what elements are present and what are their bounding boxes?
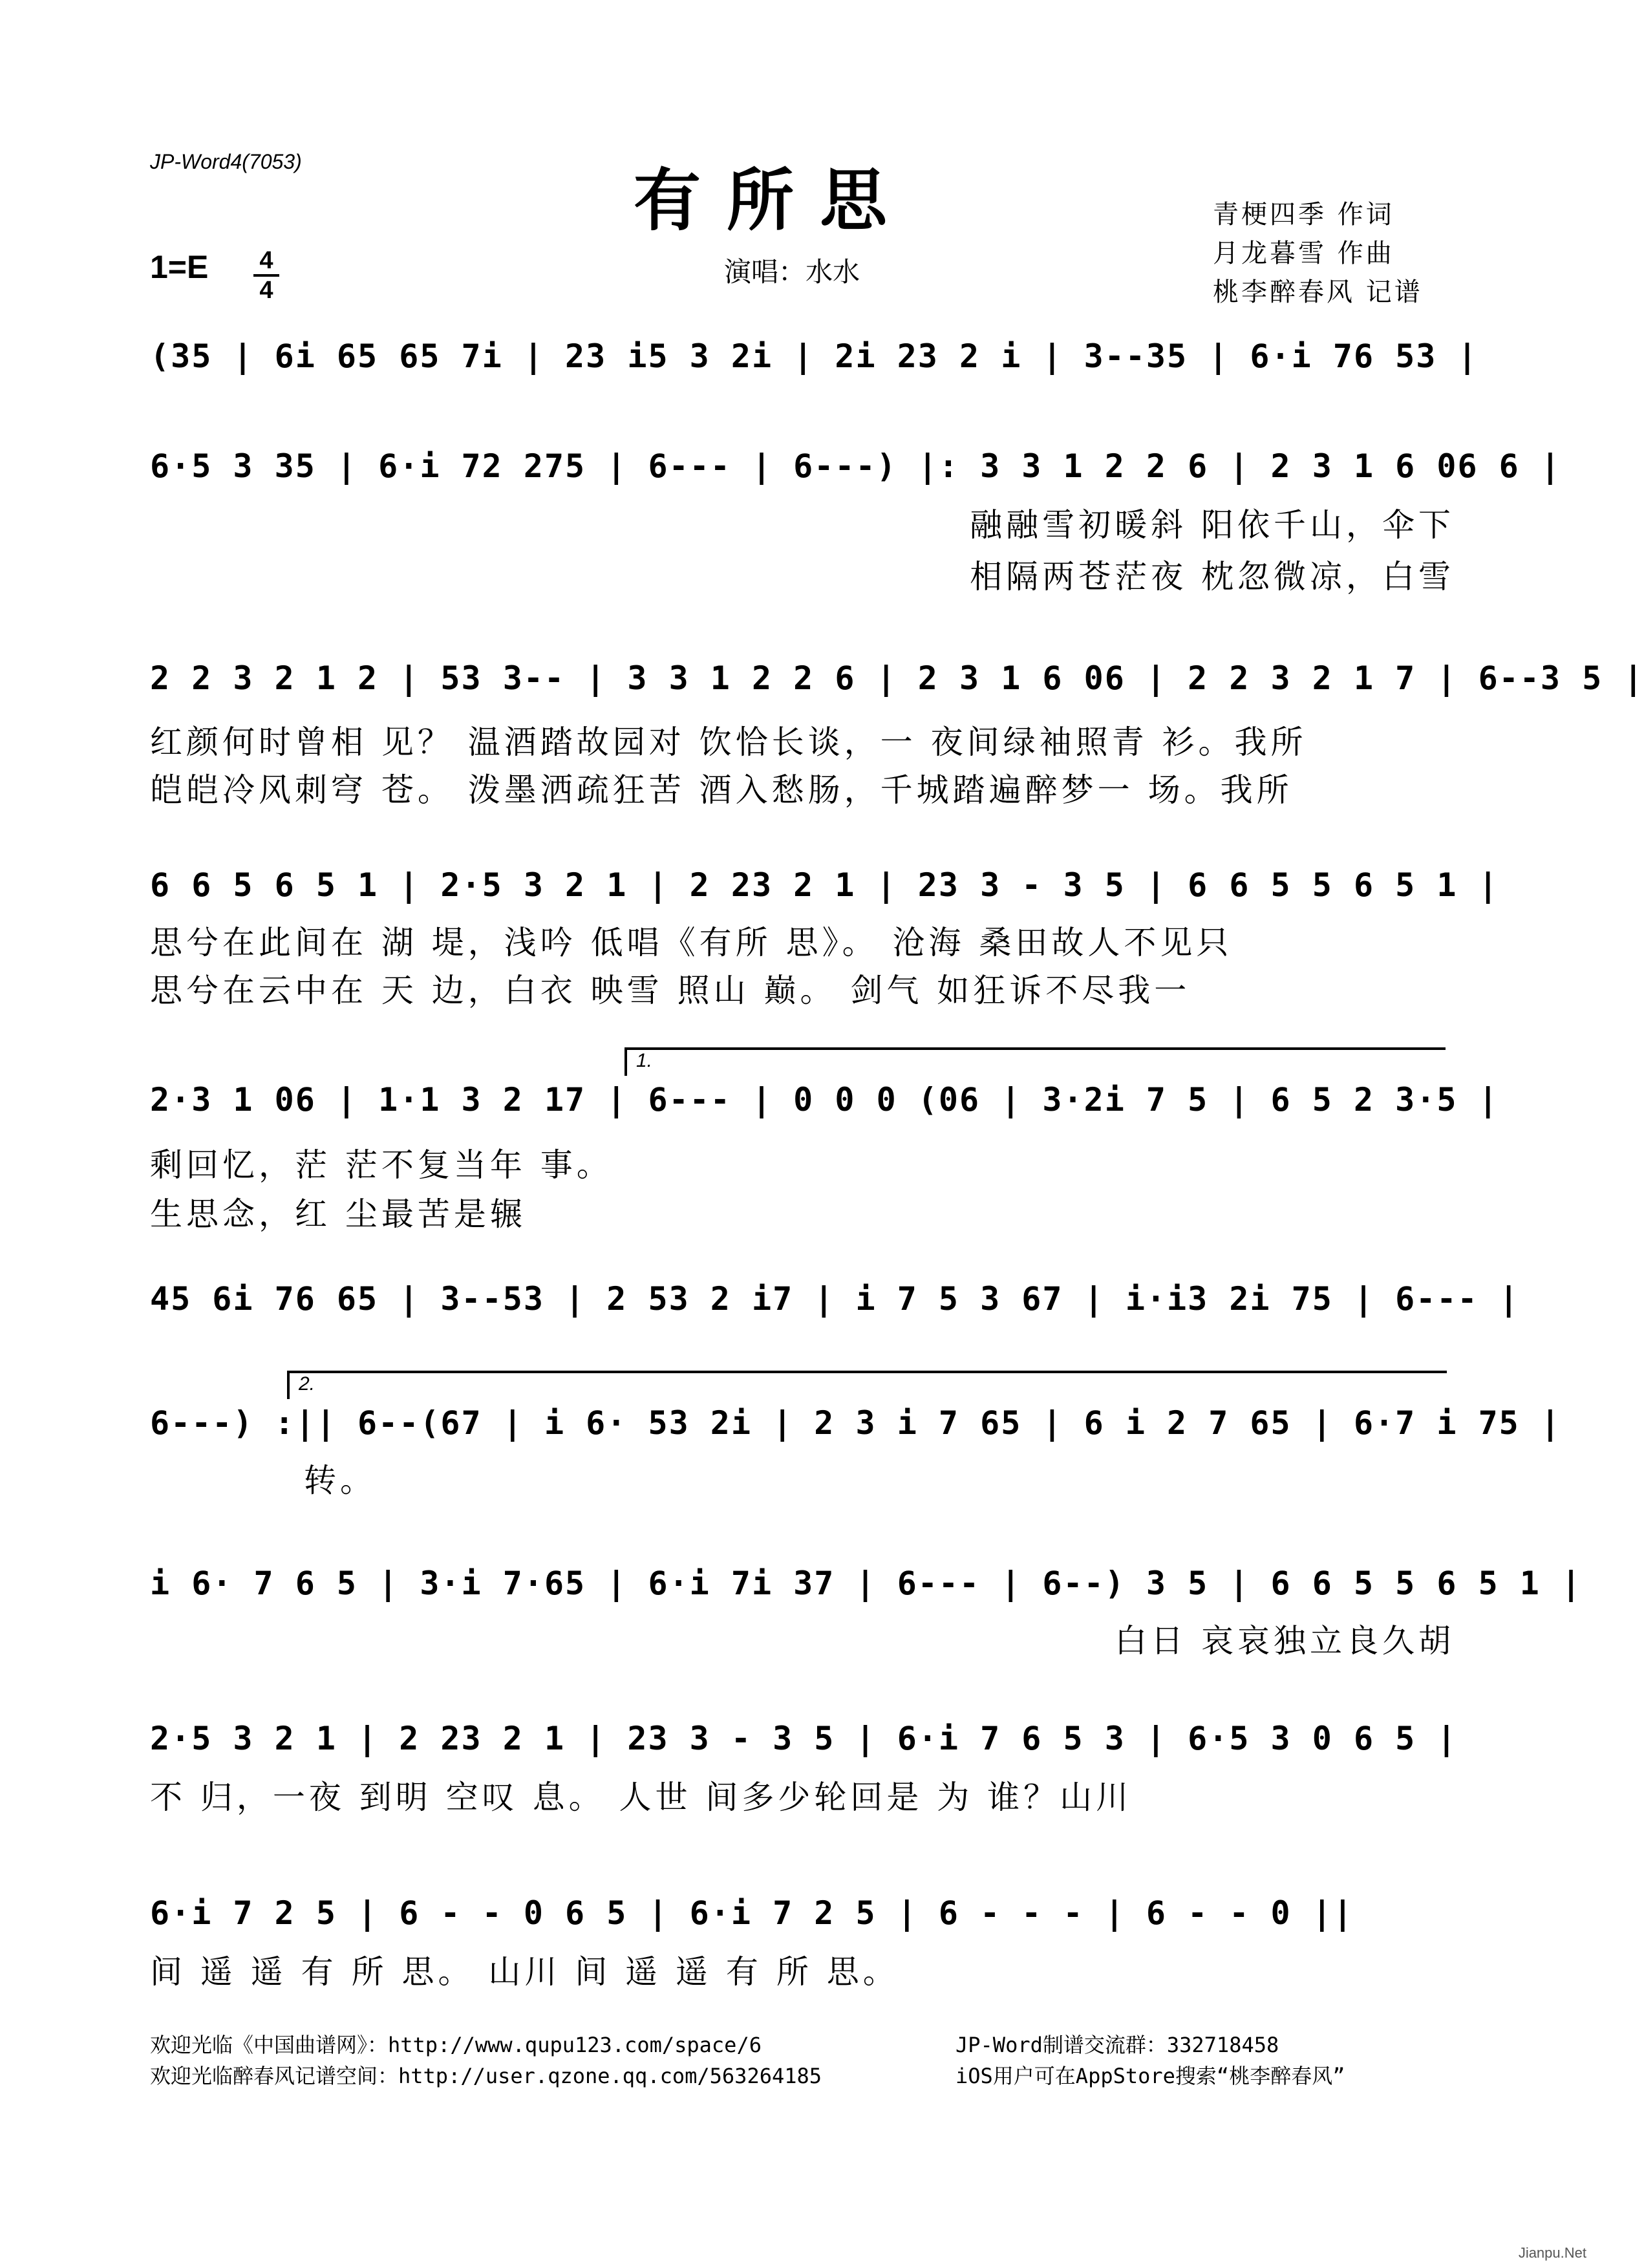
singer-credit: 演唱：水水 bbox=[724, 256, 860, 288]
notation-line-2: 6·5 3 35 | 6·i 72 275 | 6--- | 6---) |: 3 3 1 2 2 6 | 2 3 1 6 06 6 | bbox=[150, 447, 1561, 485]
composer-credit: 月龙暮雪 作曲 bbox=[1213, 239, 1394, 268]
lyric-line-2a: 融融雪初暖斜 阳依千山，伞下 bbox=[970, 506, 1455, 544]
lyric-line-4a: 思兮在此间在 湖 堤，浅吟 低唱《有所 思》。 沧海 桑田故人不见只 bbox=[150, 924, 1233, 961]
notation-line-8: i 6· 7 6 5 | 3·i 7·65 | 6·i 7i 37 | 6--- | 6--) 3 5 | 6 6 5 5 6 5 1 | bbox=[150, 1565, 1583, 1602]
lyric-line-8a: 白日 哀哀独立良久胡 bbox=[1115, 1622, 1455, 1660]
volta-bracket-1 bbox=[625, 1047, 1446, 1076]
notation-line-6: 45 6i 76 65 | 3--53 | 2 53 2 i7 | i 7 5 3 67 | i·i3 2i 75 | 6--- | bbox=[150, 1280, 1520, 1318]
notation-line-9: 2·5 3 2 1 | 2 23 2 1 | 23 3 - 3 5 | 6·i 7 6 5 3 | 6·5 3 0 6 5 | bbox=[150, 1720, 1458, 1757]
time-signature-bottom: 4 bbox=[259, 277, 273, 304]
transcriber-credit: 桃李醉春风 记谱 bbox=[1213, 277, 1423, 307]
footer-site-1: 欢迎光临《中国曲谱网》：http://www.qupu123.com/space/6 bbox=[150, 2033, 762, 2057]
notation-line-3: 2 2 3 2 1 2 | 53 3-- | 3 3 1 2 2 6 | 2 3 1 6 06 | 2 2 3 2 1 7 | 6--3 5 | bbox=[150, 659, 1644, 697]
lyric-line-3a: 红颜何时曾相 见？ 温酒踏故园对 饮恰长谈，一 夜间绿袖照青 衫。我所 bbox=[150, 723, 1307, 761]
lyric-line-7a: 转。 bbox=[304, 1462, 376, 1499]
lyric-line-5b: 生思念，红 尘最苦是辗 bbox=[150, 1195, 526, 1233]
volta-label-1: 1. bbox=[636, 1050, 653, 1071]
lyric-line-3b: 皑皑冷风刺穹 苍。 泼墨洒疏狂苦 酒入愁肠，千城踏遍醉梦一 场。我所 bbox=[150, 771, 1293, 809]
lyricist-credit: 青梗四季 作词 bbox=[1213, 200, 1394, 230]
time-signature-top: 4 bbox=[259, 247, 273, 274]
footer-app: iOS用户可在AppStore搜索“桃李醉春风” bbox=[955, 2064, 1345, 2088]
lyric-line-5a: 剩回忆，茫 茫不复当年 事。 bbox=[150, 1146, 613, 1184]
lyric-line-10a: 间 遥 遥 有 所 思。 山川 间 遥 遥 有 所 思。 bbox=[150, 1953, 899, 1991]
notation-line-10: 6·i 7 2 5 | 6 - - 0 6 5 | 6·i 7 2 5 | 6 - - - | 6 - - 0 || bbox=[150, 1894, 1354, 1932]
notation-line-5: 2·3 1 06 | 1·1 3 2 17 | 6--- | 0 0 0 (06 | 3·2i 7 5 | 6 5 2 3·5 | bbox=[150, 1081, 1499, 1118]
song-title: 有所思 bbox=[634, 160, 913, 240]
notation-line-4: 6 6 5 6 5 1 | 2·5 3 2 1 | 2 23 2 1 | 23 3 - 3 5 | 6 6 5 5 6 5 1 | bbox=[150, 866, 1499, 904]
notation-line-7: 6---) :|| 6--(67 | i 6· 53 2i | 2 3 i 7 65 | 6 i 2 7 65 | 6·7 i 75 | bbox=[150, 1404, 1561, 1442]
lyric-line-2b: 相隔两苍茫夜 枕忽微凉，白雪 bbox=[970, 558, 1455, 595]
volta-bracket-2 bbox=[287, 1371, 1447, 1399]
lyric-line-4b: 思兮在云中在 天 边，白衣 映雪 照山 巅。 剑气 如狂诉不尽我一 bbox=[150, 972, 1191, 1009]
brand-watermark: Jianpu.Net bbox=[1518, 2245, 1586, 2261]
lyric-line-9a: 不 归，一夜 到明 空叹 息。 人世 间多少轮回是 为 谁？山川 bbox=[150, 1779, 1133, 1816]
volta-label-2: 2. bbox=[299, 1373, 315, 1395]
software-label: JP-Word4(7053) bbox=[150, 150, 302, 173]
footer-site-2: 欢迎光临醉春风记谱空间：http://user.qzone.qq.com/563264185 bbox=[150, 2064, 822, 2088]
notation-line-1: (35 | 6i 65 65 7i | 23 i5 3 2i | 2i 23 2 i | 3--35 | 6·i 76 53 | bbox=[150, 337, 1479, 375]
time-signature bbox=[253, 248, 279, 303]
footer-group: JP-Word制谱交流群：332718458 bbox=[955, 2033, 1279, 2057]
key-signature: 1=E bbox=[150, 249, 209, 285]
